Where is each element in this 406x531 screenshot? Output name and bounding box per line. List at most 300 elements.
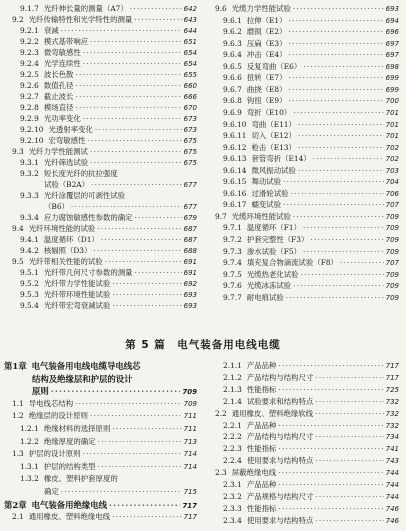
toc-entry-title: 宏弯敏感性 bbox=[48, 136, 86, 145]
toc-entry[interactable] bbox=[12, 411, 197, 421]
toc-entry[interactable] bbox=[223, 131, 399, 141]
toc-entry-number: 2.1.3 bbox=[223, 384, 242, 394]
toc-entry-number: 9.4.1 bbox=[20, 235, 39, 244]
toc-entry[interactable] bbox=[20, 81, 197, 91]
dot-leader bbox=[288, 73, 383, 83]
toc-entry[interactable] bbox=[20, 290, 197, 300]
toc-entry-number: 9.6.9 bbox=[223, 107, 242, 117]
toc-entry[interactable] bbox=[223, 385, 399, 395]
toc-entry-page: 711 bbox=[183, 425, 197, 433]
toc-entry-page: 717 bbox=[183, 513, 197, 522]
toc-entry-title: 模式基带响应 bbox=[43, 37, 89, 46]
toc-entry-page: 741 bbox=[385, 445, 399, 454]
toc-entry-number: 9.3.2 bbox=[20, 169, 39, 178]
toc-entry-page: 709 bbox=[385, 212, 399, 221]
toc-entry[interactable] bbox=[223, 108, 399, 118]
toc-entry-page: 644 bbox=[183, 27, 197, 35]
toc-entry-number: 9.5.1 bbox=[20, 268, 39, 277]
toc-entry[interactable] bbox=[20, 437, 197, 447]
dot-leader bbox=[134, 15, 181, 25]
toc-entry-number: 2.3 bbox=[215, 468, 227, 478]
dot-leader bbox=[315, 373, 383, 383]
dot-leader bbox=[112, 512, 182, 522]
toc-entry-number: 9.4.2 bbox=[20, 246, 39, 255]
toc-entry[interactable] bbox=[223, 492, 399, 502]
toc-entry-page: 693 bbox=[183, 291, 197, 299]
toc-entry-page: 744 bbox=[385, 469, 399, 478]
toc-entry-title: 光缆冰冻试验 bbox=[246, 281, 292, 291]
toc-entry-number: 9.3.1 bbox=[20, 158, 39, 167]
dot-leader bbox=[298, 120, 384, 130]
toc-entry-number: 2.1.1 bbox=[223, 361, 242, 370]
toc-entry-title: 导电线芯结构 bbox=[28, 398, 74, 408]
toc-entry[interactable] bbox=[215, 4, 399, 14]
toc-entry-title: 光纤涂覆层的可剥性试验 bbox=[43, 191, 126, 200]
toc-entry-page: 698 bbox=[385, 62, 399, 71]
dot-leader bbox=[283, 177, 384, 187]
toc-entry[interactable] bbox=[20, 474, 197, 484]
toc-entry-title: 性能指标 bbox=[246, 384, 277, 394]
toc-entry[interactable] bbox=[12, 399, 197, 409]
toc-entry-number: 9.6.16 bbox=[223, 188, 247, 198]
toc-entry-title: 短长度光纤的抗拉强度 bbox=[43, 169, 118, 178]
dot-leader bbox=[112, 279, 181, 289]
toc-entry-page: 677 bbox=[183, 203, 197, 211]
toc-entry[interactable] bbox=[20, 235, 197, 245]
toc-entry-number: 9.5.2 bbox=[20, 279, 39, 288]
toc-entry-number: 2.3.1 bbox=[223, 480, 242, 489]
toc-entry-number: 2.2.3 bbox=[223, 444, 242, 454]
toc-entry[interactable] bbox=[4, 500, 197, 510]
toc-entry[interactable] bbox=[223, 62, 399, 72]
toc-entry-page: 651 bbox=[183, 38, 197, 46]
toc-entry-number: 2.1.2 bbox=[223, 372, 242, 382]
toc-entry[interactable] bbox=[20, 169, 197, 179]
toc-entry-title: 截止波长 bbox=[43, 92, 74, 101]
toc-entry[interactable] bbox=[12, 147, 197, 157]
dot-leader bbox=[298, 143, 384, 153]
dot-leader bbox=[290, 189, 383, 199]
toc-entry[interactable] bbox=[223, 50, 399, 60]
dot-leader bbox=[293, 108, 383, 118]
toc-entry-page: 714 bbox=[183, 462, 197, 471]
toc-entry-title: 微弯敏感性 bbox=[43, 48, 81, 57]
toc-entry[interactable] bbox=[20, 136, 197, 146]
toc-entry-page: 704 bbox=[385, 178, 399, 187]
toc-entry[interactable] bbox=[32, 386, 197, 396]
toc-entry-title: 性能指标 bbox=[246, 503, 277, 513]
toc-entry-title: 绝缘层的设计原则 bbox=[28, 411, 88, 421]
toc-entry-page: 693 bbox=[385, 5, 399, 13]
dot-leader bbox=[278, 504, 383, 514]
toc-entry-number: 9.2.3 bbox=[20, 48, 39, 57]
toc-entry-title: 填充复合物滴流试验（F8） bbox=[246, 258, 338, 268]
toc-entry-number: 9.7.3 bbox=[223, 246, 242, 256]
toc-entry[interactable] bbox=[20, 125, 197, 135]
toc-entry-title: 护套完整性（F3） bbox=[246, 235, 309, 244]
toc-entry-number: 9.2.10 bbox=[20, 125, 44, 134]
toc-entry[interactable] bbox=[20, 114, 197, 124]
toc-entry-page: 732 bbox=[385, 397, 399, 406]
dot-leader bbox=[112, 424, 181, 434]
toc-entry-page: 709 bbox=[385, 236, 399, 244]
toc-entry[interactable] bbox=[223, 85, 399, 95]
dot-leader bbox=[303, 62, 383, 72]
toc-entry-title: 枪击（E13） bbox=[251, 142, 296, 152]
toc-entry[interactable] bbox=[20, 103, 197, 113]
dot-leader bbox=[83, 59, 182, 69]
toc-entry-page: 709 bbox=[385, 270, 399, 279]
toc-entry-number: 9.2.1 bbox=[20, 26, 39, 35]
toc-entry-page: 697 bbox=[385, 39, 399, 48]
toc-entry-number: 9.2.4 bbox=[20, 59, 39, 68]
toc-entry[interactable] bbox=[4, 361, 197, 371]
dot-leader bbox=[310, 235, 383, 245]
toc-entry-page: 709 bbox=[385, 293, 399, 302]
toc-entry-number: 9.7.5 bbox=[223, 269, 242, 279]
toc-entry[interactable] bbox=[44, 202, 197, 212]
toc-entry[interactable] bbox=[223, 223, 399, 233]
toc-entry[interactable] bbox=[12, 224, 197, 234]
toc-entry-number: 1.3 bbox=[12, 449, 24, 459]
toc-entry-title: 试验（B2A） bbox=[44, 180, 90, 189]
toc-entry-page: 642 bbox=[183, 5, 197, 13]
dot-leader bbox=[98, 462, 182, 472]
toc-entry-page: 725 bbox=[385, 385, 399, 394]
dot-leader bbox=[315, 492, 383, 502]
toc-entry-number: 9.2.9 bbox=[20, 114, 39, 123]
toc-entry-number: 9.2.8 bbox=[20, 103, 39, 112]
toc-entry-number: 9.1.7 bbox=[20, 4, 39, 13]
toc-entry-title: 扭转（E7） bbox=[246, 73, 287, 83]
toc-entry-title: 光纤带环境性能试验 bbox=[43, 290, 111, 299]
toc-entry-title: 结构及绝缘层和护层的设计 bbox=[32, 373, 133, 384]
dot-leader bbox=[87, 136, 181, 146]
dot-leader bbox=[301, 270, 384, 280]
dot-leader bbox=[288, 39, 383, 49]
toc-entry[interactable] bbox=[12, 512, 197, 522]
toc-entry-title: 电气装备用电线电缆导电线芯 bbox=[31, 361, 141, 371]
toc-entry-page: 707 bbox=[385, 201, 399, 210]
dot-leader bbox=[135, 213, 182, 223]
toc-entry-page: 732 bbox=[385, 409, 399, 418]
toc-entry-page: 699 bbox=[385, 85, 399, 94]
toc-entry-title: 钩扭（E9） bbox=[246, 96, 287, 106]
toc-entry-number: 9.6.6 bbox=[223, 73, 242, 83]
toc-entry-number: 9.6.10 bbox=[223, 119, 247, 129]
toc-entry-number: 9.3.3 bbox=[20, 191, 39, 200]
toc-entry-title: 温度循环（D1） bbox=[43, 235, 99, 244]
toc-entry-title: 模场直径 bbox=[43, 103, 74, 112]
toc-entry-page: 703 bbox=[385, 166, 399, 175]
dot-leader bbox=[75, 103, 181, 113]
dot-leader bbox=[340, 258, 384, 268]
toc-entry-number: 9.2.2 bbox=[20, 37, 39, 46]
dot-leader bbox=[61, 487, 182, 497]
toc-entry[interactable] bbox=[20, 59, 197, 69]
toc-entry[interactable] bbox=[20, 246, 197, 256]
toc-entry-title: 过滑轮试验 bbox=[251, 188, 289, 198]
toc-entry-number: 9.6.14 bbox=[223, 165, 247, 175]
toc-entry[interactable] bbox=[223, 293, 399, 303]
dot-leader bbox=[286, 293, 384, 303]
toc-entry-title: 光学连续性 bbox=[43, 59, 81, 68]
toc-entry-page: 655 bbox=[183, 71, 197, 79]
toc-entry-title: 拉伸（E1） bbox=[246, 15, 287, 25]
toc-entry[interactable] bbox=[20, 70, 197, 80]
toc-entry-number: 2.3.4 bbox=[223, 515, 242, 525]
toc-entry-page: 711 bbox=[183, 412, 197, 421]
toc-entry[interactable] bbox=[20, 26, 197, 36]
toc-entry-title: 通用橡皮、塑料绝缘软线 bbox=[231, 408, 314, 418]
toc-entry-title: 光功率变化 bbox=[43, 114, 81, 123]
dot-leader bbox=[288, 27, 383, 37]
dot-leader bbox=[283, 200, 384, 210]
toc-entry[interactable] bbox=[223, 373, 399, 383]
toc-entry-page: 673 bbox=[183, 115, 197, 123]
toc-entry-page: 654 bbox=[183, 49, 197, 57]
toc-entry-title: 应力腐蚀敏感性参数的确定 bbox=[43, 213, 133, 222]
toc-entry-page: 691 bbox=[183, 258, 197, 266]
toc-entry-page: 679 bbox=[183, 214, 197, 222]
toc-entry[interactable] bbox=[12, 15, 197, 25]
toc-entry[interactable] bbox=[223, 270, 399, 280]
toc-entry-title: 产品结构与结构尺寸 bbox=[246, 372, 314, 382]
toc-entry-number: 1.3.2 bbox=[20, 474, 39, 484]
toc-entry[interactable] bbox=[223, 516, 399, 526]
toc-entry[interactable] bbox=[223, 432, 399, 442]
toc-entry-page: 677 bbox=[183, 181, 197, 189]
toc-entry-title: 波长色散 bbox=[43, 70, 74, 79]
toc-entry-title: 通用橡皮、塑料绝缘电线 bbox=[28, 512, 111, 522]
toc-entry-number: 2.3.3 bbox=[223, 503, 242, 513]
toc-entry-page: 675 bbox=[183, 159, 197, 167]
toc-entry[interactable] bbox=[20, 424, 197, 434]
toc-entry[interactable] bbox=[20, 279, 197, 289]
toc-entry-page: 709 bbox=[385, 282, 399, 291]
toc-entry-title: 光缆热老化试验 bbox=[246, 269, 299, 279]
dot-leader bbox=[303, 247, 384, 257]
toc-entry[interactable] bbox=[223, 73, 399, 83]
toc-entry-title: 护层的设计原则 bbox=[28, 449, 81, 459]
toc-entry-number: 1.2 bbox=[12, 411, 24, 421]
toc-entry[interactable] bbox=[20, 37, 197, 47]
toc-entry-number: 9.6.13 bbox=[223, 154, 247, 164]
toc-entry-page: 717 bbox=[385, 362, 399, 370]
toc-entry-page: 707 bbox=[385, 259, 399, 268]
dot-leader bbox=[298, 131, 384, 141]
toc-entry[interactable] bbox=[223, 235, 399, 245]
toc-entry-title: 压扁（E3） bbox=[246, 38, 287, 48]
dot-leader bbox=[75, 70, 181, 80]
toc-entry-page: 675 bbox=[183, 137, 197, 145]
toc-entry[interactable] bbox=[20, 4, 197, 14]
toc-entry-title: 光缆环境性能试验 bbox=[231, 211, 291, 221]
toc-entry-page: 709 bbox=[385, 247, 399, 256]
toc-entry-page: 706 bbox=[385, 189, 399, 198]
toc-entry-title: 温度循环（F1） bbox=[246, 223, 301, 233]
dot-leader bbox=[130, 4, 182, 14]
toc-entry[interactable] bbox=[20, 268, 197, 278]
dot-leader bbox=[288, 16, 383, 26]
toc-entry[interactable] bbox=[223, 421, 399, 431]
toc-entry[interactable] bbox=[223, 189, 399, 199]
toc-entry-number: 9.6.7 bbox=[223, 84, 242, 94]
toc-entry[interactable] bbox=[20, 191, 197, 201]
toc-entry[interactable] bbox=[215, 212, 399, 222]
toc-entry-title: 护层的结构类型 bbox=[43, 461, 96, 471]
toc-entry-number: 9.3.4 bbox=[20, 213, 39, 222]
toc-entry-title: 渗水试验（F5） bbox=[246, 246, 301, 256]
toc-entry[interactable] bbox=[44, 487, 197, 497]
toc-entry[interactable] bbox=[223, 480, 399, 490]
toc-entry[interactable] bbox=[20, 48, 197, 58]
toc-entry-title: 光纤环境性能的试验 bbox=[28, 224, 96, 233]
toc-entry-number: 9.2.5 bbox=[20, 70, 39, 79]
toc-entry[interactable] bbox=[20, 92, 197, 102]
toc-entry-page: 687 bbox=[183, 236, 197, 244]
toc-entry-page: 643 bbox=[183, 16, 197, 24]
dot-leader bbox=[90, 37, 181, 47]
toc-entry-title: 光纤力学性能测试 bbox=[28, 147, 88, 156]
toc-entry-number: 9.7.4 bbox=[223, 258, 242, 268]
toc-entry-number: 2.2.2 bbox=[223, 432, 242, 442]
toc-entry-title: 光纤带相关性能的试验 bbox=[28, 257, 103, 266]
dot-leader bbox=[278, 468, 384, 478]
toc-entry[interactable] bbox=[223, 456, 399, 466]
toc-entry[interactable] bbox=[223, 258, 399, 268]
toc-entry-number: 9.6 bbox=[215, 4, 227, 13]
toc-entry-title: （B6） bbox=[44, 202, 69, 211]
toc-entry-page: 714 bbox=[183, 450, 197, 459]
toc-entry-number: 1.1 bbox=[12, 398, 24, 408]
dot-leader bbox=[98, 437, 182, 447]
toc-entry[interactable] bbox=[223, 397, 399, 407]
toc-entry-page: 744 bbox=[385, 481, 399, 489]
toc-entry-number: 2.3.2 bbox=[223, 491, 242, 501]
dot-leader bbox=[109, 500, 180, 510]
toc-entry[interactable] bbox=[12, 257, 197, 267]
toc-entry[interactable] bbox=[215, 409, 399, 419]
toc-entry[interactable] bbox=[223, 177, 399, 187]
toc-entry-page: 701 bbox=[385, 132, 399, 141]
toc-entry-number: 9.6.15 bbox=[223, 177, 247, 187]
toc-entry-title: 数值孔径 bbox=[43, 81, 74, 90]
toc-entry-page: 697 bbox=[385, 51, 399, 60]
toc-entry-page: 687 bbox=[183, 225, 197, 233]
toc-entry-page: 702 bbox=[385, 155, 399, 164]
toc-entry-title: 产品品种 bbox=[246, 480, 277, 489]
toc-entry[interactable] bbox=[20, 462, 197, 472]
toc-entry[interactable] bbox=[223, 120, 399, 130]
toc-entry-title: 橡皮、塑料护套厚度的 bbox=[43, 474, 118, 484]
toc-entry-page: 732 bbox=[385, 421, 399, 430]
toc-entry[interactable] bbox=[215, 468, 399, 478]
dot-leader bbox=[293, 281, 383, 291]
dot-leader bbox=[83, 114, 182, 124]
toc-entry[interactable] bbox=[223, 504, 399, 514]
dot-leader bbox=[61, 26, 182, 36]
toc-entry-page: 701 bbox=[385, 108, 399, 117]
dot-leader bbox=[288, 85, 383, 95]
toc-entry[interactable] bbox=[223, 444, 399, 454]
toc-entry[interactable] bbox=[32, 374, 197, 384]
toc-entry-title: 试验要求和结构特点 bbox=[246, 396, 314, 406]
toc-entry-title: 微风振动试验 bbox=[251, 165, 296, 175]
toc-entry[interactable] bbox=[223, 27, 399, 37]
toc-entry-number: 9.7 bbox=[215, 211, 227, 221]
dot-leader bbox=[288, 50, 383, 60]
toc-entry[interactable] bbox=[223, 166, 399, 176]
toc-entry-title: 光纤带几何尺寸参数的测量 bbox=[43, 268, 133, 277]
dot-leader bbox=[95, 125, 182, 135]
dot-leader bbox=[75, 92, 181, 102]
toc-entry-page: 743 bbox=[385, 457, 399, 466]
toc-entry[interactable] bbox=[20, 158, 197, 168]
toc-entry[interactable] bbox=[223, 16, 399, 26]
toc-entry-number: 9.6.8 bbox=[223, 96, 242, 106]
dot-leader bbox=[278, 385, 383, 395]
toc-entry-number: 1.2.1 bbox=[20, 424, 39, 433]
toc-entry[interactable] bbox=[12, 449, 197, 459]
toc-entry[interactable] bbox=[223, 281, 399, 291]
toc-entry-title: 弯折（E10） bbox=[246, 107, 292, 117]
toc-entry-page: 746 bbox=[385, 504, 399, 513]
toc-entry[interactable] bbox=[223, 247, 399, 257]
toc-entry-number: 2.2.1 bbox=[223, 420, 242, 430]
dot-leader bbox=[315, 456, 383, 466]
toc-entry[interactable] bbox=[223, 96, 399, 106]
toc-entry-number: 9.6.17 bbox=[223, 200, 247, 210]
dot-leader bbox=[90, 411, 182, 421]
dot-leader bbox=[83, 449, 182, 459]
toc-entry-title: 光纤伸长量的测量（A7） bbox=[43, 4, 128, 13]
toc-entry-number: 2.1.4 bbox=[223, 396, 242, 406]
toc-entry-number: 9.6.2 bbox=[223, 27, 242, 37]
toc-entry-title: 核辐照（D3） bbox=[43, 246, 92, 255]
dot-leader bbox=[75, 81, 181, 91]
dot-leader bbox=[315, 516, 383, 526]
toc-entry-page: 701 bbox=[385, 120, 399, 129]
toc-entry-page: 675 bbox=[183, 148, 197, 156]
dot-leader bbox=[90, 158, 181, 168]
toc-entry[interactable] bbox=[223, 143, 399, 153]
toc-entry[interactable] bbox=[223, 154, 399, 164]
toc-entry[interactable] bbox=[44, 180, 197, 190]
toc-entry[interactable] bbox=[20, 213, 197, 223]
toc-entry-title: 光纤传输特性和光学特性的测量 bbox=[28, 15, 133, 24]
dot-leader bbox=[91, 180, 182, 190]
toc-entry[interactable] bbox=[223, 39, 399, 49]
toc-entry[interactable] bbox=[20, 301, 197, 311]
toc-entry-page: 709 bbox=[385, 224, 399, 233]
toc-entry-number: 2.2 bbox=[215, 408, 227, 418]
toc-entry-page: 715 bbox=[183, 488, 197, 496]
toc-entry[interactable] bbox=[223, 361, 399, 371]
toc-entry-title: 使用要求与结构特点 bbox=[246, 515, 314, 525]
toc-entry-page: 700 bbox=[385, 97, 399, 106]
toc-entry-page: 688 bbox=[183, 247, 197, 255]
toc-entry-title: 使用要求与结构特点 bbox=[246, 456, 314, 466]
toc-entry-title: 舞动试验 bbox=[251, 177, 282, 187]
dot-leader bbox=[83, 48, 182, 58]
toc-entry-page: 694 bbox=[385, 16, 399, 25]
toc-entry[interactable] bbox=[223, 200, 399, 210]
toc-entry-title: 电气装备用绝缘电线 bbox=[31, 499, 107, 510]
toc-entry-page: 744 bbox=[385, 492, 399, 501]
dot-leader bbox=[278, 444, 383, 454]
dot-leader bbox=[315, 409, 384, 419]
